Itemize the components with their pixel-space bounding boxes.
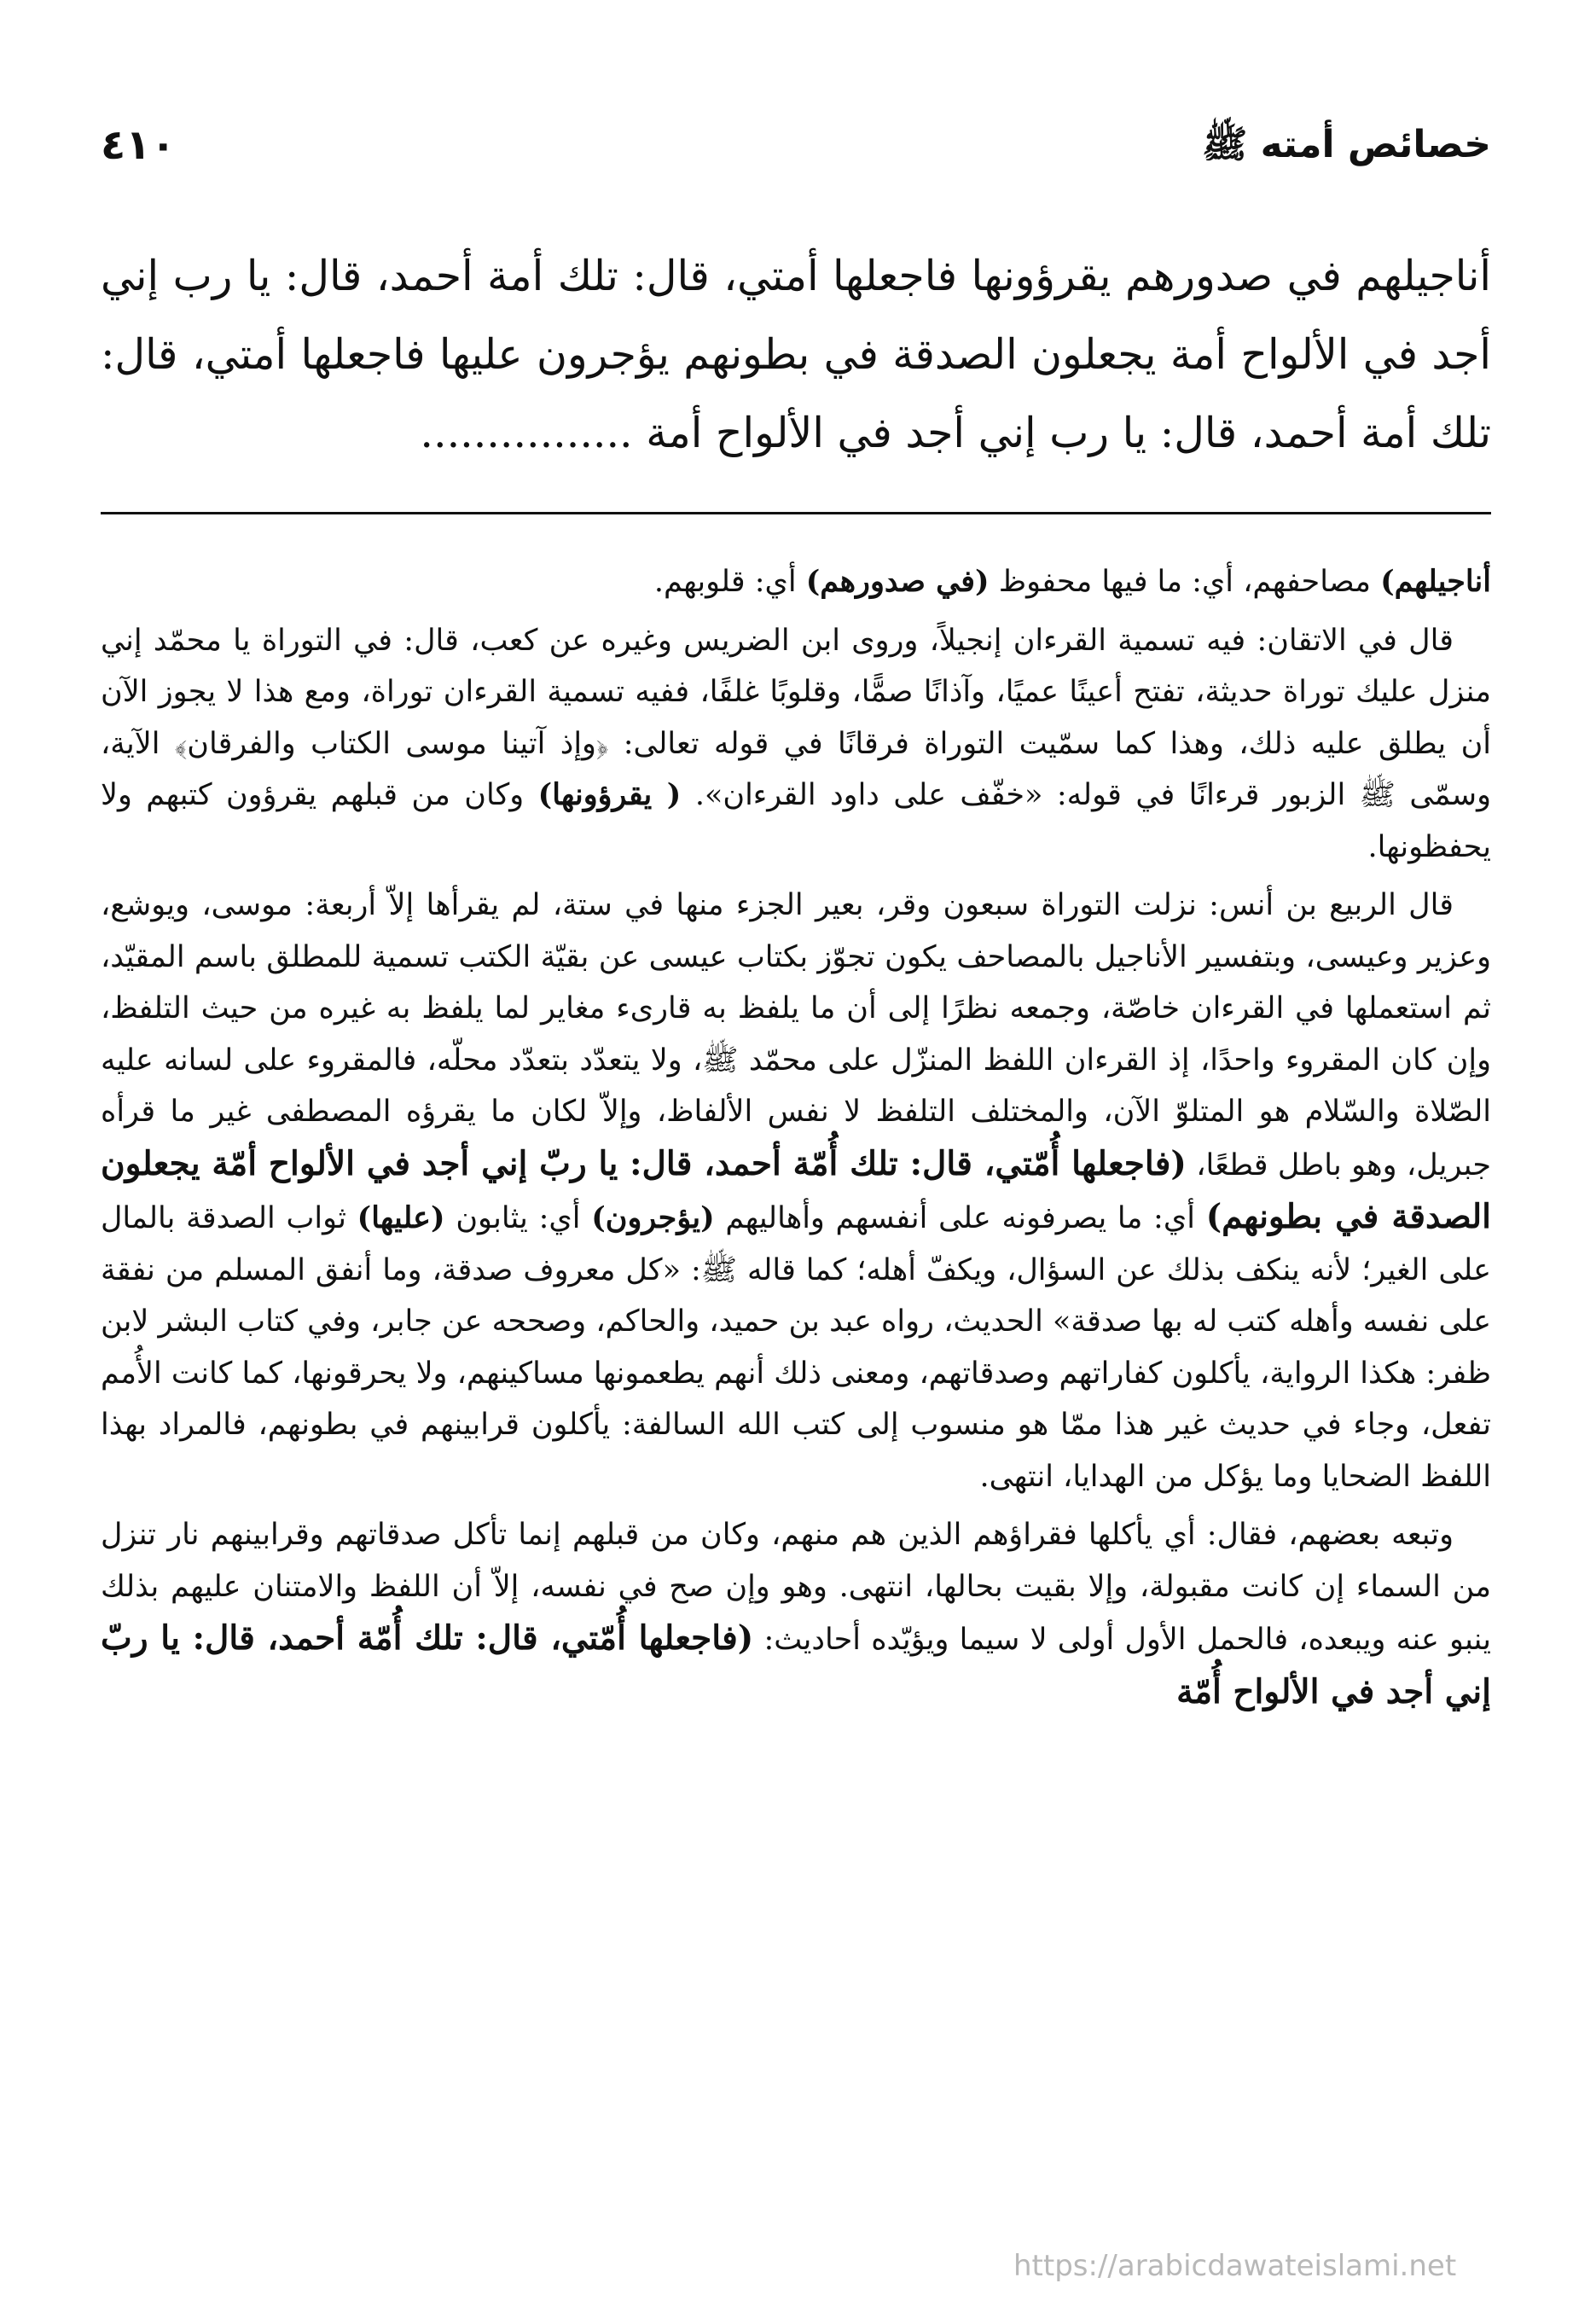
commentary-text: مصاحفهم، أي: ما فيها محفوظ [989, 565, 1381, 599]
main-text [101, 237, 1491, 473]
keyword: ( يقرؤونها) [537, 777, 682, 812]
commentary-text: قال في الاتقان: فيه تسمية القرءان إنجيلاً، وروى ابن الضريس وغيره عن كعب، قال: في التوراة يا محمّد إني منزل عليك توراة حديثة، تفتح أعينًا عميًا، وآذانًا صمًّا، وقلوبًا غلفًا، ففيه تسمية القرءان توراة، ومع هذا لا يجوز الآن أن يطلق عليه ذلك، وهذا كما سمّيت التوراة فرقانًا في قوله تعالى: ﴿وإذ آتينا موسى الكتاب والفرقان﴾ الآية، وسمّى ﷺ الزبور قرءانًا في قوله: «خفّف على داود القرءان». [101, 623, 1491, 812]
keyword: (عليها) [357, 1200, 445, 1235]
commentary-text: أي: ما يصرفونه على أنفسهم وأهاليهم [714, 1201, 1206, 1235]
watermark: https://arabicdawateislami.net [1013, 2249, 1457, 2283]
page-number: ٤١٠ [101, 121, 176, 169]
running-title: خصائص أمته ﷺ [1202, 123, 1491, 166]
main-text-paragraph: أناجيلهم في صدورهم يقرؤونها فاجعلها أمتي، قال: تلك أمة أحمد، قال: يا رب إني أجد في الألواح أمة يجعلون الصدقة في بطونهم يؤجرون عليها فاجعلها أمتي، قال: تلك أمة أحمد، قال: يا رب إني أجد في الألواح أمة ................ [101, 252, 1491, 457]
commentary-paragraph-3 [101, 880, 1491, 1502]
keyword: (فاجعلها أُمّتي، قال: تلك أُمّة أحمد، قال: يا ربّ إني أجد في الألواح أمّة يجعلون الصدقة في بطونهم) [101, 1143, 1491, 1236]
footnote-separator [101, 512, 1491, 514]
commentary-text: أي: يثابون [444, 1201, 592, 1235]
commentary [101, 556, 1491, 1726]
keyword: (فاجعلها أُمّتي، قال: تلك أُمّة أحمد، قال: يا ربّ إني أجد في الألواح أُمّة [101, 1618, 1491, 1711]
keyword: (في صدورهم) [805, 564, 990, 599]
commentary-paragraph-4 [101, 1509, 1491, 1719]
keyword: أناجيلهم) [1380, 564, 1491, 599]
page-header [101, 119, 1491, 179]
commentary-text: وكان من قبلهم يقرؤون كتبهم ولا يحفظونها. [101, 778, 1491, 864]
commentary-paragraph-2 [101, 615, 1491, 874]
commentary-text: ثواب الصدقة بالمال على الغير؛ لأنه ينكف بذلك عن السؤال، ويكفّ أهله؛ كما قاله ﷺ: «كل معروف صدقة، وما أنفق المسلم من نفقة على نفسه وأهله كتب له بها صدقة» الحديث، رواه عبد بن حميد، والحاكم، وصححه عن جابر، وفي كتاب البشر لابن ظفر: هكذا الرواية، يأكلون كفاراتهم وصدقاتهم، ومعنى ذلك أنهم يطعمونها مساكينهم، ولا يحرقونها، كما كانت الأُمم تفعل، وجاء في حديث غير هذا ممّا هو منسوب إلى كتب الله السالفة: يأكلون قرابينهم في بطونهم، فالمراد بهذا اللفظ الضحايا وما يؤكل من الهدايا، انتهى. [101, 1201, 1491, 1494]
commentary-text: وتبعه بعضهم، فقال: أي يأكلها فقراؤهم الذين هم منهم، وكان من قبلهم إنما تأكل صدقاتهم وقرابينهم نار تنزل من السماء إن كانت مقبولة، وإلا بقيت بحالها، انتهى. وهو وإن صح في نفسه، إلاّ أن اللفظ والامتنان عليهم بذلك ينبو عنه ويبعده، فالحمل الأول أولى لا سيما ويؤيّده أحاديث: [101, 1518, 1491, 1657]
commentary-text: قال الربيع بن أنس: نزلت التوراة سبعون وقر، بعير الجزء منها في ستة، لم يقرأها إلاّ أربعة: موسى، ويوشع، وعزير وعيسى، وبتفسير الأناجيل بالمصاحف يكون تجوّز بكتاب عيسى عن بقيّة الكتب تسمية للمطلق باسم المقيّد، ثم استعملها في القرءان خاصّة، وجمعه نظرًا إلى أن ما يلفظ به قارىء مغاير لما يلفظ به غيره من حيث التلفظ، وإن كان المقروء واحدًا، إذ القرءان اللفظ المنزّل على محمّد ﷺ، ولا يتعدّد بتعدّد محلّه، فالمقروء على لسانه عليه الصّلاة والسّلام هو المتلوّ الآن، والمختلف التلفظ لا نفس الألفاظ، وإلاّ لكان ما يقرؤه المصطفى غير ما قرأه جبريل، وهو باطل قطعًا، [101, 888, 1491, 1182]
commentary-paragraph-1 [101, 556, 1491, 608]
keyword: (يؤجرون) [591, 1200, 715, 1235]
commentary-text: أي: قلوبهم. [653, 565, 806, 599]
